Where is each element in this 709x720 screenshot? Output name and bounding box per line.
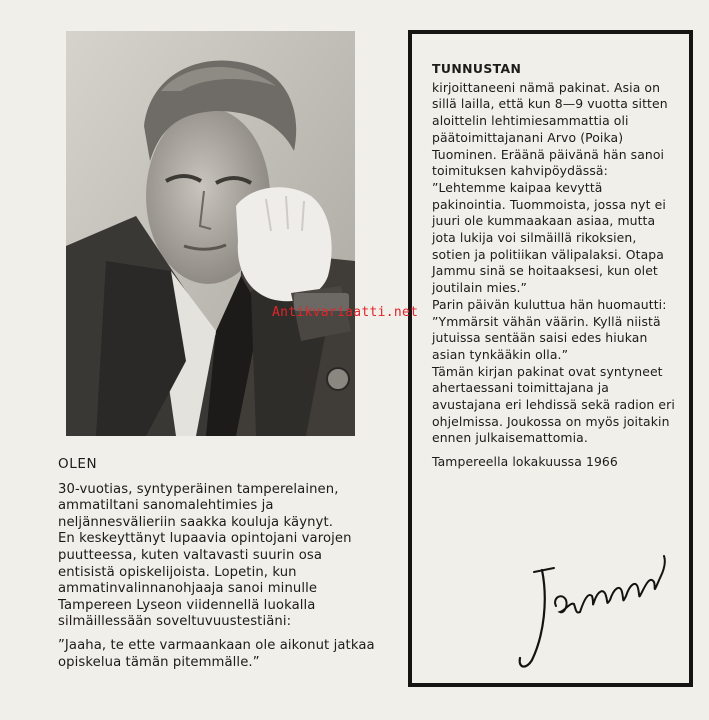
left-paragraph: 30-vuotias, syntyperäinen tamperelainen, ammatiltani sanomalehtimies ja neljännesvälieriin saakka kouluja käynyt. — [58, 481, 339, 530]
left-quote: ”Jaaha, te ette varmaankaan ole aikonut jatkaa opiskelua tämän pitemmälle.” — [58, 637, 375, 670]
right-heading: TUNNUSTAN — [432, 61, 522, 76]
right-paragraph: Parin päivän kuluttua hän huomautti: — [432, 296, 667, 312]
left-paragraph: En keskeyttänyt lupaavia opintojani varojen puutteessa, kuten valtavasti suurin osa entisistä opiskelijoista. Lopetin, kun ammatinvalinnanohjaaja sanoi minulle Tampereen Lyseon viidennellä luokalla silmäillessään soveltuvuustestiäni: — [58, 531, 352, 630]
right-column-text — [432, 61, 677, 471]
right-paragraph: kirjoittaneeni nämä pakinat. Asia on sillä lailla, että kun 8—9 vuotta sitten aloittelin lehtimiesammattia oli päätoimittajanani Arvo (Poika) Tuominen. Eräänä päivänä hän sanoi toimituksen kahvipöydässä: — [432, 79, 668, 179]
signature — [514, 540, 674, 675]
right-paragraph: Tämän kirjan pakinat ovat syntyneet ahertaessani toimittajana ja avustajana eri lehdissä sekä radion eri ohjelmissa. Joukossa on myös joitakin ennen julkaisemattomia. — [432, 363, 675, 446]
left-column-text — [58, 456, 376, 671]
author-photo — [66, 31, 355, 436]
watermark: Antikvariaatti.net — [272, 305, 419, 320]
date-line: Tampereella lokakuussa 1966 — [432, 454, 618, 470]
right-paragraph: ”Lehtemme kaipaa kevyttä pakinointia. Tuommoista, jossa nyt ei juuri ole kummaakaan asiaa, mutta jota lukija voi silmäillä rikoksien, sotien ja politiikan välipalaksi. Otapa Jammu sinä se hoitaaksesi, kun olet joutilain mies.” — [432, 179, 666, 296]
right-paragraph: ”Ymmärsit vähän väärin. Kyllä niistä jutuissa sentään saisi edes hiukan asian tynkääkin olla.” — [432, 313, 661, 362]
left-heading: OLEN — [58, 456, 98, 472]
